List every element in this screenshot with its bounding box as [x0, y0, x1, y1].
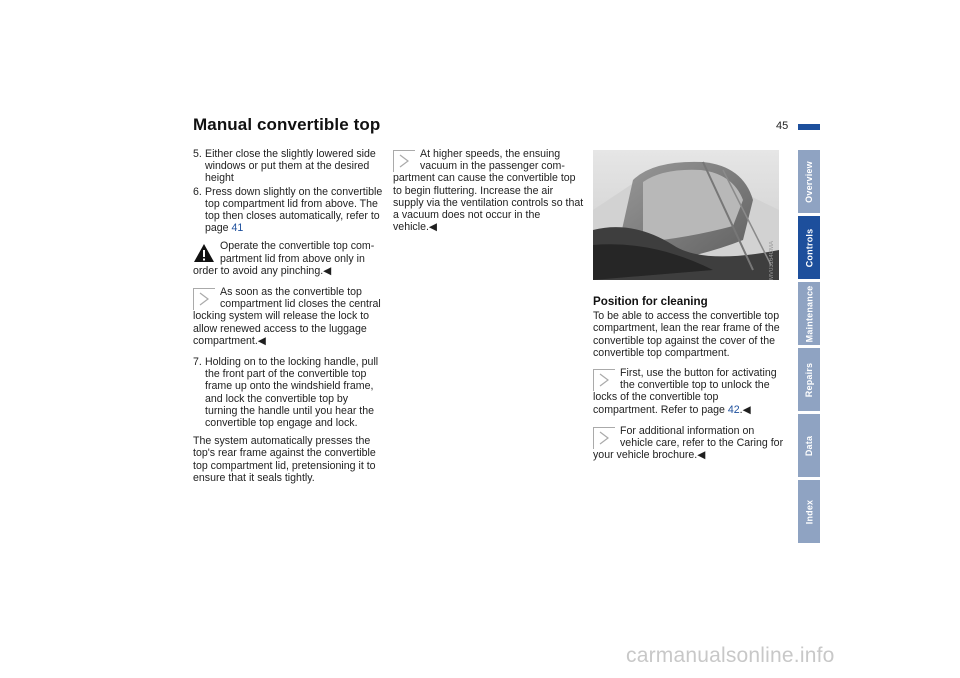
footer-watermark: carmanualsonline.info — [626, 644, 835, 667]
section-heading: Position for cleaning — [593, 295, 708, 308]
note-text-rest: locking system will release the lock to allow renewed access to the luggage compartment.◀ — [193, 310, 370, 347]
list-number: 7. — [193, 356, 202, 369]
convertible-illustration — [593, 150, 779, 280]
page-number: 45 — [776, 120, 789, 132]
list-item-7 — [193, 356, 383, 429]
note-text-rest: your vehicle brochure.◀ — [593, 449, 706, 462]
warning-text-rest: order to avoid any pinching.◀ — [193, 264, 332, 277]
note-text-first: As soon as the convertible top compartment lid closes the central — [220, 286, 381, 311]
list-number: 5. — [193, 148, 202, 160]
note-arrow-icon — [593, 427, 615, 449]
note-arrow-icon — [593, 369, 615, 391]
tab-overview[interactable]: Overview — [798, 150, 820, 213]
list-item-6 — [193, 186, 383, 235]
warning-icon — [193, 242, 215, 264]
photo-code: MV03164CMA — [769, 240, 775, 280]
note-text-rest: partment can cause the convertible top to begin fluttering. Increase the air supply via the ventilation controls so that a vacuum does not occur in the vehicle.◀ — [393, 172, 584, 234]
list-text: Either close the slightly lowered side windows or put them at the desired height — [205, 148, 376, 185]
tab-index[interactable]: Index — [798, 480, 820, 543]
column-1 — [193, 148, 383, 489]
note-text-rest: locks of the convertible top compartment. Refer to page — [593, 391, 728, 416]
note-arrow-icon — [193, 288, 215, 310]
page-link-41[interactable]: 41 — [231, 222, 244, 235]
intro-paragraph: To be able to access the convertible top compartment, lean the rear frame of the convertible top against the cover of the convertible top compartment. — [593, 310, 780, 359]
warning-note — [193, 240, 383, 277]
info-note-1 — [193, 286, 383, 347]
note-arrow-icon — [393, 150, 415, 172]
tab-controls[interactable]: Controls — [798, 216, 820, 279]
tab-repairs[interactable]: Repairs — [798, 348, 820, 411]
info-note-care — [593, 425, 785, 462]
note-text-first: First, use the button for activating the convertible top to unlock the — [620, 367, 777, 392]
column-2 — [393, 148, 585, 238]
list-text: Holding on to the locking handle, pull the front part of the convertible top frame up onto the windshield frame, and lock the convertible top by turning the handle until you hear the convertible top engage and lock. — [205, 356, 379, 430]
list-number: 6. — [193, 185, 202, 198]
page-link-42[interactable]: 42 — [727, 403, 740, 416]
page-title: Manual convertible top — [193, 115, 381, 134]
page-number-bar — [798, 124, 820, 130]
convertible-top-photo — [593, 150, 779, 280]
column-3 — [593, 296, 785, 466]
warning-text-first: Operate the convertible top com- partment lid from above only in — [220, 240, 375, 265]
note-text-end: .◀ — [739, 403, 751, 416]
note-text-first: At higher speeds, the ensuing vacuum in the passenger com- — [420, 148, 565, 173]
list-text: Press down slightly on the convertible top compartment lid from above. The top then closes automatically, refer to page — [205, 185, 383, 235]
tab-data[interactable]: Data — [798, 414, 820, 477]
summary-paragraph: The system automatically presses the top's rear frame against the convertible top compartment lid, pretensioning it to ensure that it seals tightly. — [193, 435, 376, 484]
list-item-5 — [193, 148, 383, 185]
note-text-first: For additional information on vehicle care, refer to the Caring for — [620, 424, 784, 450]
info-note-unlock — [593, 367, 785, 416]
info-note-speed — [393, 148, 585, 233]
tab-maintenance[interactable]: Maintenance — [798, 282, 820, 345]
